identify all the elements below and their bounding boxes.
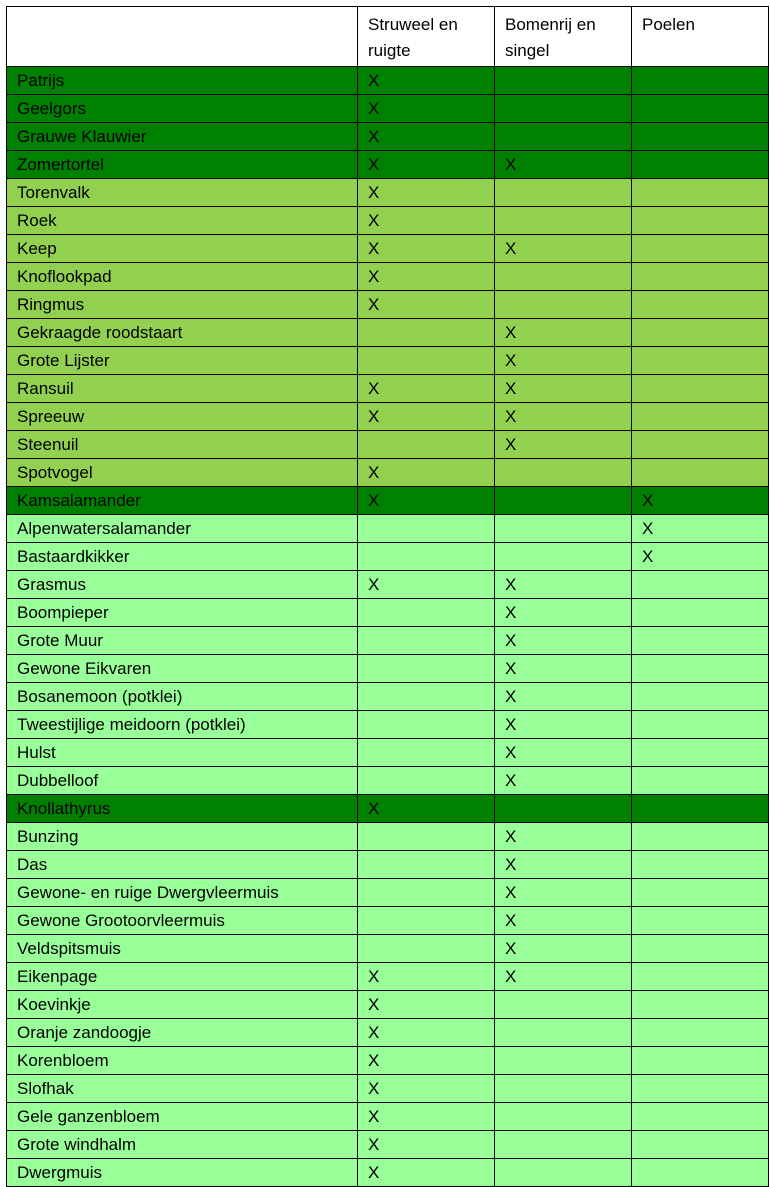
poelen-cell [632, 1019, 769, 1047]
table-row [7, 515, 769, 543]
poelen-cell [632, 935, 769, 963]
struweel-cell [358, 823, 495, 851]
struweel-cell: X [358, 291, 495, 319]
bomenrij-cell: X [495, 655, 632, 683]
struweel-cell: X [358, 1159, 495, 1187]
bomenrij-cell: X [495, 431, 632, 459]
species-cell: Tweestijlige meidoorn (potklei) [7, 711, 358, 739]
table-row [7, 935, 769, 963]
struweel-cell [358, 739, 495, 767]
poelen-cell [632, 179, 769, 207]
species-habitat-table [6, 6, 769, 1187]
header-species [7, 7, 358, 67]
table-row [7, 963, 769, 991]
bomenrij-cell: X [495, 375, 632, 403]
species-cell: Boompieper [7, 599, 358, 627]
poelen-cell [632, 403, 769, 431]
struweel-cell: X [358, 95, 495, 123]
poelen-cell [632, 1159, 769, 1187]
bomenrij-cell: X [495, 879, 632, 907]
species-cell: Zomertortel [7, 151, 358, 179]
table-row [7, 179, 769, 207]
struweel-cell [358, 627, 495, 655]
poelen-cell [632, 879, 769, 907]
struweel-cell: X [358, 459, 495, 487]
species-cell: Gele ganzenbloem [7, 1103, 358, 1131]
bomenrij-cell: X [495, 347, 632, 375]
poelen-cell [632, 599, 769, 627]
poelen-cell [632, 823, 769, 851]
bomenrij-cell [495, 67, 632, 95]
table-row [7, 403, 769, 431]
struweel-cell [358, 711, 495, 739]
poelen-cell [632, 1131, 769, 1159]
table-row [7, 375, 769, 403]
bomenrij-cell [495, 795, 632, 823]
bomenrij-cell [495, 263, 632, 291]
species-cell: Grauwe Klauwier [7, 123, 358, 151]
bomenrij-cell [495, 1103, 632, 1131]
table-row [7, 235, 769, 263]
table-header [7, 7, 769, 67]
struweel-cell [358, 347, 495, 375]
poelen-cell [632, 459, 769, 487]
bomenrij-cell: X [495, 767, 632, 795]
species-cell: Koevinkje [7, 991, 358, 1019]
poelen-cell [632, 767, 769, 795]
poelen-cell [632, 207, 769, 235]
table-row [7, 459, 769, 487]
bomenrij-cell [495, 543, 632, 571]
bomenrij-cell [495, 179, 632, 207]
bomenrij-cell: X [495, 599, 632, 627]
struweel-cell: X [358, 487, 495, 515]
struweel-cell: X [358, 403, 495, 431]
species-cell: Bunzing [7, 823, 358, 851]
struweel-cell [358, 935, 495, 963]
bomenrij-cell [495, 1131, 632, 1159]
bomenrij-cell: X [495, 403, 632, 431]
table-row [7, 767, 769, 795]
table-row [7, 263, 769, 291]
bomenrij-cell: X [495, 963, 632, 991]
poelen-cell [632, 571, 769, 599]
poelen-cell [632, 991, 769, 1019]
species-cell: Grasmus [7, 571, 358, 599]
species-cell: Gewone Eikvaren [7, 655, 358, 683]
species-cell: Grote Lijster [7, 347, 358, 375]
struweel-cell [358, 543, 495, 571]
struweel-cell [358, 683, 495, 711]
bomenrij-cell [495, 1159, 632, 1187]
struweel-cell: X [358, 1047, 495, 1075]
species-cell: Korenbloem [7, 1047, 358, 1075]
poelen-cell [632, 67, 769, 95]
table-row [7, 879, 769, 907]
table-row [7, 487, 769, 515]
species-cell: Roek [7, 207, 358, 235]
poelen-cell [632, 291, 769, 319]
species-cell: Dwergmuis [7, 1159, 358, 1187]
poelen-cell [632, 683, 769, 711]
table-row [7, 991, 769, 1019]
poelen-cell [632, 319, 769, 347]
table-row [7, 851, 769, 879]
poelen-cell: X [632, 543, 769, 571]
bomenrij-cell [495, 291, 632, 319]
poelen-cell [632, 347, 769, 375]
struweel-cell: X [358, 1131, 495, 1159]
poelen-cell: X [632, 487, 769, 515]
struweel-cell [358, 851, 495, 879]
table-row [7, 711, 769, 739]
table-row [7, 571, 769, 599]
species-cell: Alpenwatersalamander [7, 515, 358, 543]
poelen-cell [632, 431, 769, 459]
poelen-cell [632, 739, 769, 767]
poelen-cell [632, 963, 769, 991]
species-cell: Grote windhalm [7, 1131, 358, 1159]
species-cell: Geelgors [7, 95, 358, 123]
species-cell: Slofhak [7, 1075, 358, 1103]
table-row [7, 627, 769, 655]
species-cell: Hulst [7, 739, 358, 767]
species-cell: Bosanemoon (potklei) [7, 683, 358, 711]
species-cell: Spreeuw [7, 403, 358, 431]
species-cell: Keep [7, 235, 358, 263]
table-body [7, 67, 769, 1187]
table-row [7, 347, 769, 375]
struweel-cell [358, 879, 495, 907]
poelen-cell [632, 1047, 769, 1075]
poelen-cell [632, 1103, 769, 1131]
bomenrij-cell: X [495, 151, 632, 179]
bomenrij-cell: X [495, 935, 632, 963]
table-row [7, 1075, 769, 1103]
species-cell: Gekraagde roodstaart [7, 319, 358, 347]
poelen-cell [632, 123, 769, 151]
struweel-cell [358, 907, 495, 935]
table-row [7, 543, 769, 571]
poelen-cell [632, 263, 769, 291]
table-row [7, 907, 769, 935]
table-row [7, 683, 769, 711]
poelen-cell [632, 95, 769, 123]
bomenrij-cell: X [495, 683, 632, 711]
poelen-cell: X [632, 515, 769, 543]
struweel-cell: X [358, 123, 495, 151]
table-row [7, 1131, 769, 1159]
species-cell: Knollathyrus [7, 795, 358, 823]
poelen-cell [632, 907, 769, 935]
bomenrij-cell [495, 95, 632, 123]
bomenrij-cell: X [495, 907, 632, 935]
bomenrij-cell [495, 1075, 632, 1103]
struweel-cell [358, 319, 495, 347]
struweel-cell: X [358, 151, 495, 179]
bomenrij-cell [495, 991, 632, 1019]
species-cell: Gewone Grootoorvleermuis [7, 907, 358, 935]
table-row [7, 151, 769, 179]
species-cell: Grote Muur [7, 627, 358, 655]
table-row [7, 823, 769, 851]
struweel-cell: X [358, 963, 495, 991]
header-struweel-en-ruigte: Struweel en ruigte [358, 7, 495, 67]
species-cell: Das [7, 851, 358, 879]
bomenrij-cell: X [495, 571, 632, 599]
bomenrij-cell [495, 207, 632, 235]
table-row [7, 1159, 769, 1187]
bomenrij-cell: X [495, 851, 632, 879]
poelen-cell [632, 711, 769, 739]
species-cell: Ringmus [7, 291, 358, 319]
header-row [7, 7, 769, 67]
species-cell: Patrijs [7, 67, 358, 95]
table-row [7, 123, 769, 151]
struweel-cell: X [358, 179, 495, 207]
table-row [7, 1019, 769, 1047]
poelen-cell [632, 627, 769, 655]
species-cell: Gewone- en ruige Dwergvleermuis [7, 879, 358, 907]
species-cell: Dubbelloof [7, 767, 358, 795]
table-row [7, 431, 769, 459]
species-cell: Knoflookpad [7, 263, 358, 291]
poelen-cell [632, 375, 769, 403]
bomenrij-cell: X [495, 739, 632, 767]
bomenrij-cell [495, 123, 632, 151]
struweel-cell: X [358, 375, 495, 403]
header-poelen: Poelen [632, 7, 769, 67]
table-row [7, 1047, 769, 1075]
struweel-cell [358, 515, 495, 543]
table-row [7, 95, 769, 123]
table-row [7, 1103, 769, 1131]
bomenrij-cell: X [495, 823, 632, 851]
struweel-cell: X [358, 795, 495, 823]
poelen-cell [632, 151, 769, 179]
table-row [7, 739, 769, 767]
struweel-cell [358, 431, 495, 459]
bomenrij-cell: X [495, 711, 632, 739]
table-row [7, 67, 769, 95]
poelen-cell [632, 851, 769, 879]
table-row [7, 795, 769, 823]
table-row [7, 207, 769, 235]
table-row [7, 291, 769, 319]
species-cell: Torenvalk [7, 179, 358, 207]
struweel-cell [358, 767, 495, 795]
species-cell: Oranje zandoogje [7, 1019, 358, 1047]
bomenrij-cell [495, 487, 632, 515]
struweel-cell: X [358, 67, 495, 95]
bomenrij-cell: X [495, 627, 632, 655]
struweel-cell [358, 599, 495, 627]
header-bomenrij-en-singel: Bomenrij en singel [495, 7, 632, 67]
struweel-cell: X [358, 1075, 495, 1103]
struweel-cell [358, 655, 495, 683]
bomenrij-cell [495, 1019, 632, 1047]
struweel-cell: X [358, 263, 495, 291]
bomenrij-cell: X [495, 235, 632, 263]
species-cell: Bastaardkikker [7, 543, 358, 571]
bomenrij-cell: X [495, 319, 632, 347]
poelen-cell [632, 235, 769, 263]
species-cell: Steenuil [7, 431, 358, 459]
species-cell: Eikenpage [7, 963, 358, 991]
poelen-cell [632, 655, 769, 683]
struweel-cell: X [358, 571, 495, 599]
table-row [7, 319, 769, 347]
table-row [7, 655, 769, 683]
struweel-cell: X [358, 1103, 495, 1131]
poelen-cell [632, 795, 769, 823]
struweel-cell: X [358, 1019, 495, 1047]
bomenrij-cell [495, 459, 632, 487]
table-row [7, 599, 769, 627]
bomenrij-cell [495, 515, 632, 543]
species-cell: Kamsalamander [7, 487, 358, 515]
struweel-cell: X [358, 235, 495, 263]
species-cell: Spotvogel [7, 459, 358, 487]
poelen-cell [632, 1075, 769, 1103]
bomenrij-cell [495, 1047, 632, 1075]
struweel-cell: X [358, 207, 495, 235]
species-cell: Veldspitsmuis [7, 935, 358, 963]
species-cell: Ransuil [7, 375, 358, 403]
struweel-cell: X [358, 991, 495, 1019]
